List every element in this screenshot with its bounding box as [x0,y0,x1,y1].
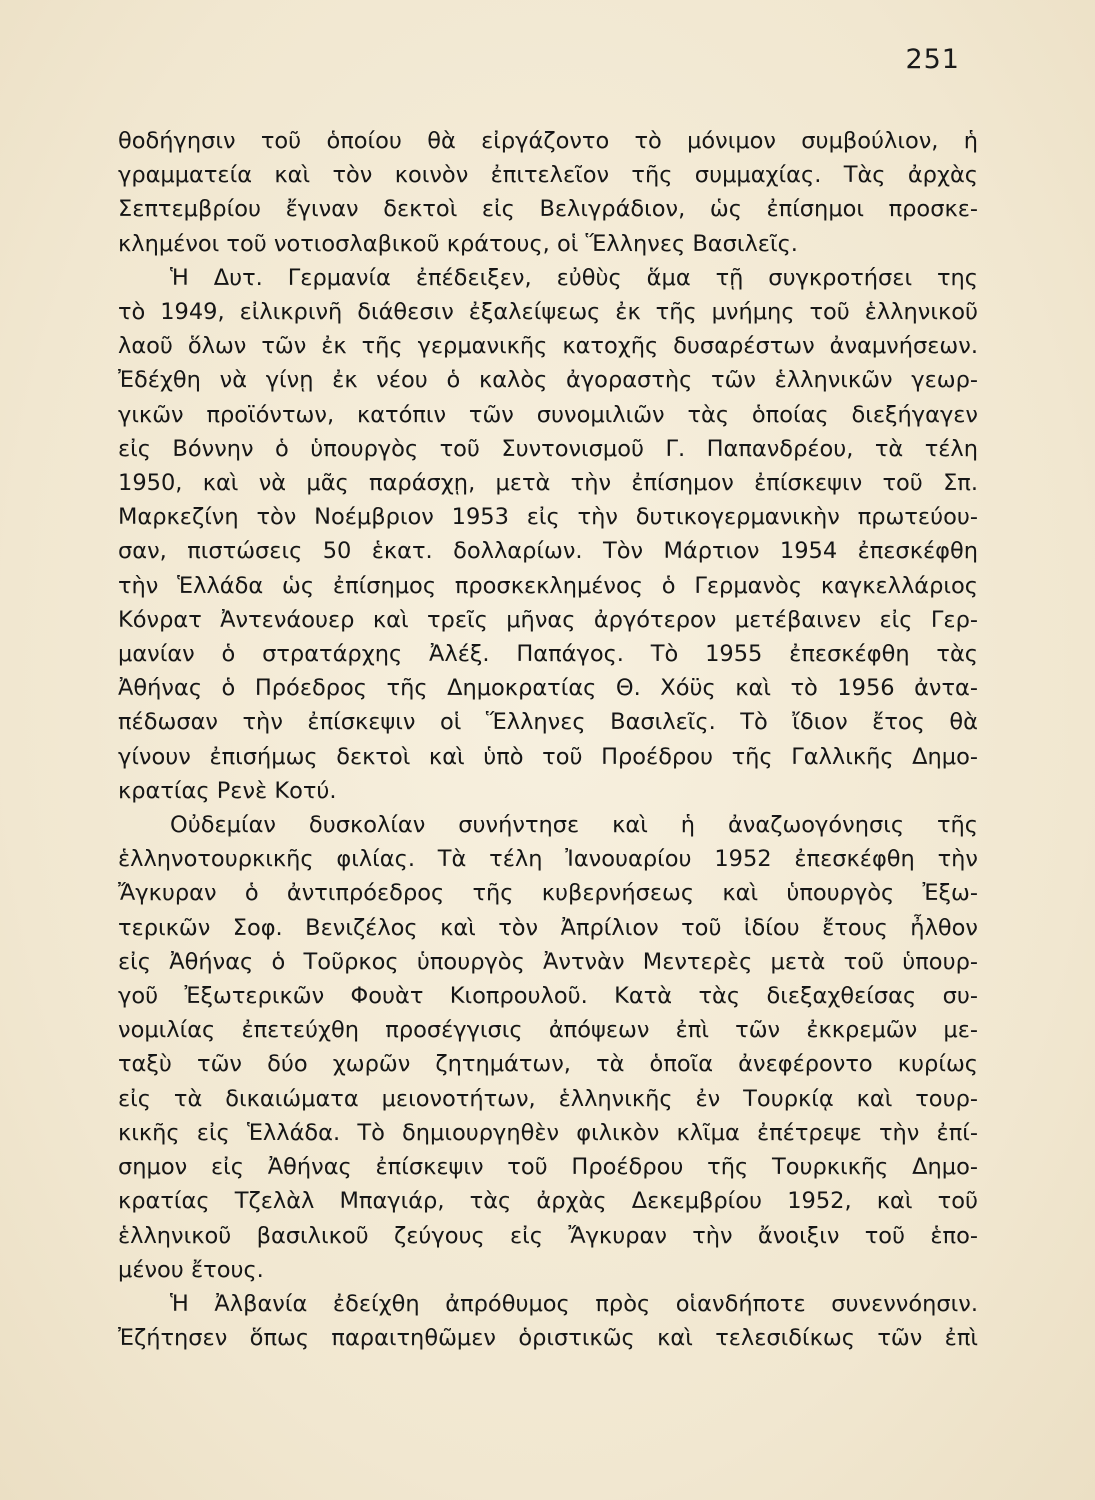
text-line: πέδωσαν τὴν ἐπίσκεψιν οἱ Ἕλληνες Βασιλεῖς. Τὸ ἴδιον ἔτος θὰ [118,709,978,736]
text-line: Ἀθήνας ὁ Πρόεδρος τῆς Δημοκρατίας Θ. Χόϋς καὶ τὸ 1956 ἀντα- [118,675,978,702]
text-line: τερικῶν Σοφ. Βενιζέλος καὶ τὸν Ἀπρίλιον τοῦ ἰδίου ἔτους ἦλθον [118,914,978,941]
text-line: ἑλληνικοῦ βασιλικοῦ ζεύγους εἰς Ἄγκυραν τὴν ἄνοιξιν τοῦ ἑπο- [118,1222,978,1249]
page-number: 251 [905,44,960,75]
text-line: σαν, πιστώσεις 50 ἑκατ. δολλαρίων. Τὸν Μάρτιον 1954 ἐπεσκέφθη [118,538,978,565]
text-line: θοδήγησιν τοῦ ὁποίου θὰ εἰργάζοντο τὸ μόνιμον συμβούλιον, ἡ [118,128,978,154]
text-line: κλημένοι τοῦ νοτιοσλαβικοῦ κράτους, οἱ Ἕλληνες Βασιλεῖς. [118,230,798,257]
text-line: γραμματεία καὶ τὸν κοινὸν ἐπιτελεῖον τῆς συμμαχίας. Τὰς ἀρχὰς [118,162,978,189]
text-line: μένου ἔτους. [118,1256,264,1283]
text-line: εἰς Βόννην ὁ ὑπουργὸς τοῦ Συντονισμοῦ Γ. Παπανδρέου, τὰ τέλη [118,435,978,462]
text-line: κρατίας Ρενὲ Κοτύ. [118,777,337,804]
text-line: μανίαν ὁ στρατάρχης Ἀλέξ. Παπάγος. Τὸ 1955 ἐπεσκέφθη τὰς [118,641,978,668]
text-line: ἑλληνοτουρκικῆς φιλίας. Τὰ τέλη Ἰανουαρίου 1952 ἐπεσκέφθη τὴν [118,846,978,873]
text-line: γικῶν προϊόντων, κατόπιν τῶν συνομιλιῶν τὰς ὁποίας διεξήγαγεν [118,401,978,428]
text-line: Ἐδέχθη νὰ γίνῃ ἐκ νέου ὁ καλὸς ἀγοραστὴς τῶν ἑλληνικῶν γεωρ- [118,367,978,394]
text-line: Σεπτεμβρίου ἔγιναν δεκτοὶ εἰς Βελιγράδιον, ὡς ἐπίσημοι προσκε- [118,196,978,223]
text-line: νομιλίας ἐπετεύχθη προσέγγισις ἀπόψεων ἐπὶ τῶν ἐκκρεμῶν με- [118,1017,978,1044]
text-line: λαοῦ ὅλων τῶν ἐκ τῆς γερμανικῆς κατοχῆς δυσαρέστων ἀναμνήσεων. [118,333,978,360]
text-line: γίνουν ἐπισήμως δεκτοὶ καὶ ὑπὸ τοῦ Προέδρου τῆς Γαλλικῆς Δημο- [118,743,978,770]
text-line: Κόνρατ Ἀντενάουερ καὶ τρεῖς μῆνας ἀργότερον μετέβαινεν εἰς Γερ- [118,606,978,633]
text-line: κικῆς εἰς Ἑλλάδα. Τὸ δημιουργηθὲν φιλικὸν κλῖμα ἐπέτρεψε τὴν ἐπί- [118,1119,978,1146]
paragraph-first-line: Οὐδεμίαν δυσκολίαν συνήντησε καὶ ἡ ἀναζωογόνησις τῆς [170,812,978,839]
text-line: Μαρκεζίνη τὸν Νοέμβριον 1953 εἰς τὴν δυτικογερμανικὴν πρωτεύου- [118,504,978,531]
text-line: εἰς Ἀθήνας ὁ Τοῦρκος ὑπουργὸς Ἀντνὰν Μεντερὲς μετὰ τοῦ ὑπουρ- [118,948,978,975]
text-line: 1950, καὶ νὰ μᾶς παράσχῃ, μετὰ τὴν ἐπίσημον ἐπίσκεψιν τοῦ Σπ. [118,470,978,497]
body-text [118,124,978,1355]
text-line: ταξὺ τῶν δύο χωρῶν ζητημάτων, τὰ ὁποῖα ἀνεφέροντο κυρίως [118,1051,978,1078]
paragraph-first-line: Ἡ Δυτ. Γερμανία ἐπέδειξεν, εὐθὺς ἅμα τῇ συγκροτήσει της [170,264,978,291]
text-line: κρατίας Τζελὰλ Μπαγιάρ, τὰς ἀρχὰς Δεκεμβρίου 1952, καὶ τοῦ [118,1188,978,1215]
text-line: Ἄγκυραν ὁ ἀντιπρόεδρος τῆς κυβερνήσεως καὶ ὑπουργὸς Ἐξω- [118,880,978,907]
text-line: Ἐζήτησεν ὅπως παραιτηθῶμεν ὁριστικῶς καὶ τελεσιδίκως τῶν ἐπὶ [118,1325,978,1352]
text-line: γοῦ Ἐξωτερικῶν Φουὰτ Κιοπρουλοῦ. Κατὰ τὰς διεξαχθείσας συ- [118,983,978,1010]
text-line: τὴν Ἑλλάδα ὡς ἐπίσημος προσκεκλημένος ὁ Γερμανὸς καγκελλάριος [118,572,978,599]
text-line: τὸ 1949, εἰλικρινῆ διάθεσιν ἐξαλείψεως ἐκ τῆς μνήμης τοῦ ἑλληνικοῦ [118,299,978,326]
text-line: σημον εἰς Ἀθήνας ἐπίσκεψιν τοῦ Προέδρου τῆς Τουρκικῆς Δημο- [118,1154,978,1181]
text-line: εἰς τὰ δικαιώματα μειονοτήτων, ἑλληνικῆς ἐν Τουρκίᾳ καὶ τουρ- [118,1085,978,1112]
paragraph-first-line: Ἡ Ἀλβανία ἐδείχθη ἀπρόθυμος πρὸς οἱανδήποτε συνεννόησιν. [170,1290,978,1317]
